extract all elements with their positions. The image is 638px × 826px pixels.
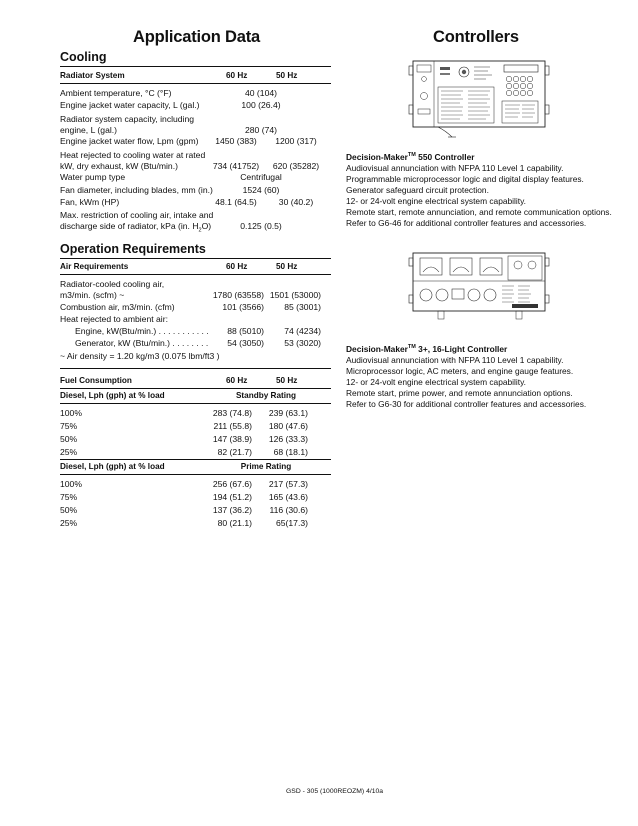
fuel-consumption-header: Fuel Consumption bbox=[60, 376, 132, 385]
controller-feature-line: Audiovisual annunciation with NFPA 110 Level 1 capability. bbox=[346, 163, 564, 173]
standby-rating-label: Standby Rating bbox=[235, 391, 297, 400]
fuel-header-rule bbox=[60, 388, 331, 389]
cooling-row-label: Radiator system capacity, including bbox=[60, 114, 195, 124]
air-row-value-60hz: 88 (5010) bbox=[227, 326, 264, 336]
air-row-label: m3/min. (scfm) ~ bbox=[60, 290, 125, 300]
cooling-row-value-50hz: 1200 (317) bbox=[275, 136, 317, 146]
fuel-value-50hz: 65(17.3) bbox=[275, 518, 308, 528]
cooling-row-value: 280 (74) bbox=[244, 125, 277, 135]
fuel-value-60hz: 80 (21.1) bbox=[217, 518, 252, 528]
decision-maker-550-illustration bbox=[408, 55, 550, 139]
operation-top-rule bbox=[60, 258, 331, 259]
radiator-system-header: Radiator System bbox=[60, 71, 125, 80]
cooling-heading: Cooling bbox=[60, 50, 107, 64]
fuel-top-rule bbox=[60, 368, 331, 369]
air-row-value-50hz: 53 (3020) bbox=[284, 338, 321, 348]
standby-rule bbox=[60, 403, 331, 404]
fuel-load-label: 50% bbox=[60, 434, 78, 444]
air-row-label: Radiator-cooled cooling air, bbox=[60, 279, 165, 289]
fuel-value-60hz: 283 (74.8) bbox=[212, 408, 252, 418]
cooling-row-label: kW, dry exhaust, kW (Btu/min.) bbox=[60, 161, 178, 171]
air-requirements-header: Air Requirements bbox=[60, 262, 129, 271]
air-row-value-50hz: 1501 (53000) bbox=[269, 290, 321, 300]
fuel-value-50hz: 126 (33.3) bbox=[268, 434, 308, 444]
air-row-value-60hz: 54 (3050) bbox=[227, 338, 264, 348]
fuel-load-label: 25% bbox=[60, 518, 78, 528]
air-row-value-60hz: 101 (3566) bbox=[222, 302, 264, 312]
decision-maker-3plus-illustration bbox=[408, 245, 550, 323]
controller-feature-line: Microprocessor logic, AC meters, and engine gauge features. bbox=[346, 366, 574, 376]
air-header-rule bbox=[60, 274, 331, 275]
controller-feature-line: Audiovisual annunciation with NFPA 110 Level 1 capability. bbox=[346, 355, 564, 365]
air-row-value-60hz: 1780 (63558) bbox=[212, 290, 264, 300]
header-60hz: 60 Hz bbox=[226, 71, 248, 80]
prime-top-rule bbox=[60, 459, 331, 460]
fuel-load-label: 50% bbox=[60, 505, 78, 515]
prime-rating-label: Prime Rating bbox=[240, 462, 292, 471]
fuel-value-60hz: 194 (51.2) bbox=[212, 492, 252, 502]
fuel-value-50hz: 239 (63.1) bbox=[268, 408, 308, 418]
air-header-60hz: 60 Hz bbox=[226, 262, 248, 271]
controllers-heading: Controllers bbox=[433, 28, 519, 46]
cooling-row-label: Heat rejected to cooling water at rated bbox=[60, 150, 206, 160]
controller-550-title: Decision-Maker™ 550 Controller bbox=[346, 152, 475, 162]
fuel-load-label: 100% bbox=[60, 408, 82, 418]
fuel-load-label: 25% bbox=[60, 447, 78, 457]
fuel-value-50hz: 165 (43.6) bbox=[268, 492, 308, 502]
prime-rule bbox=[60, 474, 331, 475]
cooling-row-label: Max. restriction of cooling air, intake and bbox=[60, 210, 214, 220]
fuel-load-label: 100% bbox=[60, 479, 82, 489]
controller-feature-line: Remote start, remote annunciation, and remote communication options. bbox=[346, 207, 612, 217]
controller-feature-line: Refer to G6-46 for additional controller features and accessories. bbox=[346, 218, 587, 228]
cooling-row-value-60hz: 48.1 (64.5) bbox=[215, 197, 257, 207]
fuel-load-label: 75% bbox=[60, 421, 78, 431]
cooling-header-rule bbox=[60, 83, 331, 84]
air-row-label: Generator, kW (Btu/min.) . . . . . . . . bbox=[75, 338, 209, 348]
cooling-row-value: 100 (26.4) bbox=[241, 100, 281, 110]
cooling-row-value: 1524 (60) bbox=[242, 185, 280, 195]
operation-requirements-heading: Operation Requirements bbox=[60, 242, 206, 256]
cooling-row-value-60hz: 734 (41752) bbox=[212, 161, 260, 171]
cooling-row-label: Ambient temperature, °C (°F) bbox=[60, 88, 172, 98]
cooling-row-label: Fan diameter, including blades, mm (in.) bbox=[60, 185, 213, 195]
controller-feature-line: Refer to G6-30 for additional controller features and accessories. bbox=[346, 399, 587, 409]
air-row-label: Engine, kW(Btu/min.) . . . . . . . . . . . bbox=[75, 326, 209, 336]
fuel-value-60hz: 137 (36.2) bbox=[212, 505, 252, 515]
standby-diesel-label: Diesel, Lph (gph) at % load bbox=[60, 391, 165, 400]
cooling-top-rule bbox=[60, 66, 331, 67]
fuel-value-60hz: 211 (55.8) bbox=[213, 421, 252, 431]
application-data-heading: Application Data bbox=[133, 28, 260, 46]
fuel-value-60hz: 82 (21.7) bbox=[217, 447, 252, 457]
fuel-value-50hz: 116 (30.6) bbox=[269, 505, 308, 515]
fuel-header-50hz: 50 Hz bbox=[276, 376, 298, 385]
cooling-row-value: 40 (104) bbox=[244, 88, 277, 98]
controller-feature-line: Generator safeguard circuit protection. bbox=[346, 185, 489, 195]
air-density-footnote: ~ Air density = 1.20 kg/m3 (0.075 lbm/ft3 ) bbox=[60, 351, 220, 361]
document-footer: GSD - 305 (1000REOZM) 4/10a bbox=[286, 788, 384, 795]
cooling-row-label: Engine jacket water capacity, L (gal.) bbox=[60, 100, 200, 110]
fuel-value-60hz: 147 (38.9) bbox=[212, 434, 252, 444]
fuel-header-60hz: 60 Hz bbox=[226, 376, 248, 385]
cooling-row-value-50hz: 30 (40.2) bbox=[278, 197, 314, 207]
cooling-row-value: Centrifugal bbox=[240, 172, 282, 182]
fuel-value-60hz: 256 (67.6) bbox=[212, 479, 252, 489]
restriction-label-line2: discharge side of radiator, kPa (in. $H_2O$) bbox=[60, 221, 212, 234]
air-row-label: Combustion air, m3/min. (cfm) bbox=[60, 302, 175, 312]
cooling-row-label: Engine jacket water flow, Lpm (gpm) bbox=[60, 136, 199, 146]
controller-3plus-title: Decision-Maker™ 3+, 16-Light Controller bbox=[346, 344, 508, 354]
fuel-value-50hz: 68 (18.1) bbox=[273, 447, 308, 457]
cooling-row-label: engine, L (gal.) bbox=[60, 125, 118, 135]
fuel-load-label: 75% bbox=[60, 492, 78, 502]
restriction-value: 0.125 (0.5) bbox=[240, 221, 282, 231]
cooling-row-value-50hz: 620 (35282) bbox=[272, 161, 320, 171]
controller-feature-line: 12- or 24-volt engine electrical system capability. bbox=[346, 196, 526, 206]
air-header-50hz: 50 Hz bbox=[276, 262, 298, 271]
fuel-value-50hz: 217 (57.3) bbox=[268, 479, 308, 489]
controller-feature-line: Programmable microprocessor logic and digital display features. bbox=[346, 174, 584, 184]
air-row-value-50hz: 74 (4234) bbox=[284, 326, 321, 336]
air-row-label: Heat rejected to ambient air: bbox=[60, 314, 168, 324]
prime-diesel-label: Diesel, Lph (gph) at % load bbox=[60, 462, 165, 471]
header-50hz: 50 Hz bbox=[276, 71, 298, 80]
air-row-value-50hz: 85 (3001) bbox=[284, 302, 321, 312]
cooling-row-value-60hz: 1450 (383) bbox=[215, 136, 257, 146]
cooling-row-label: Fan, kWm (HP) bbox=[60, 197, 120, 207]
fuel-value-50hz: 180 (47.6) bbox=[268, 421, 308, 431]
cooling-row-label: Water pump type bbox=[60, 172, 126, 182]
controller-feature-line: 12- or 24-volt engine electrical system capability. bbox=[346, 377, 526, 387]
controller-feature-line: Remote start, prime power, and remote annunciation options. bbox=[346, 388, 573, 398]
